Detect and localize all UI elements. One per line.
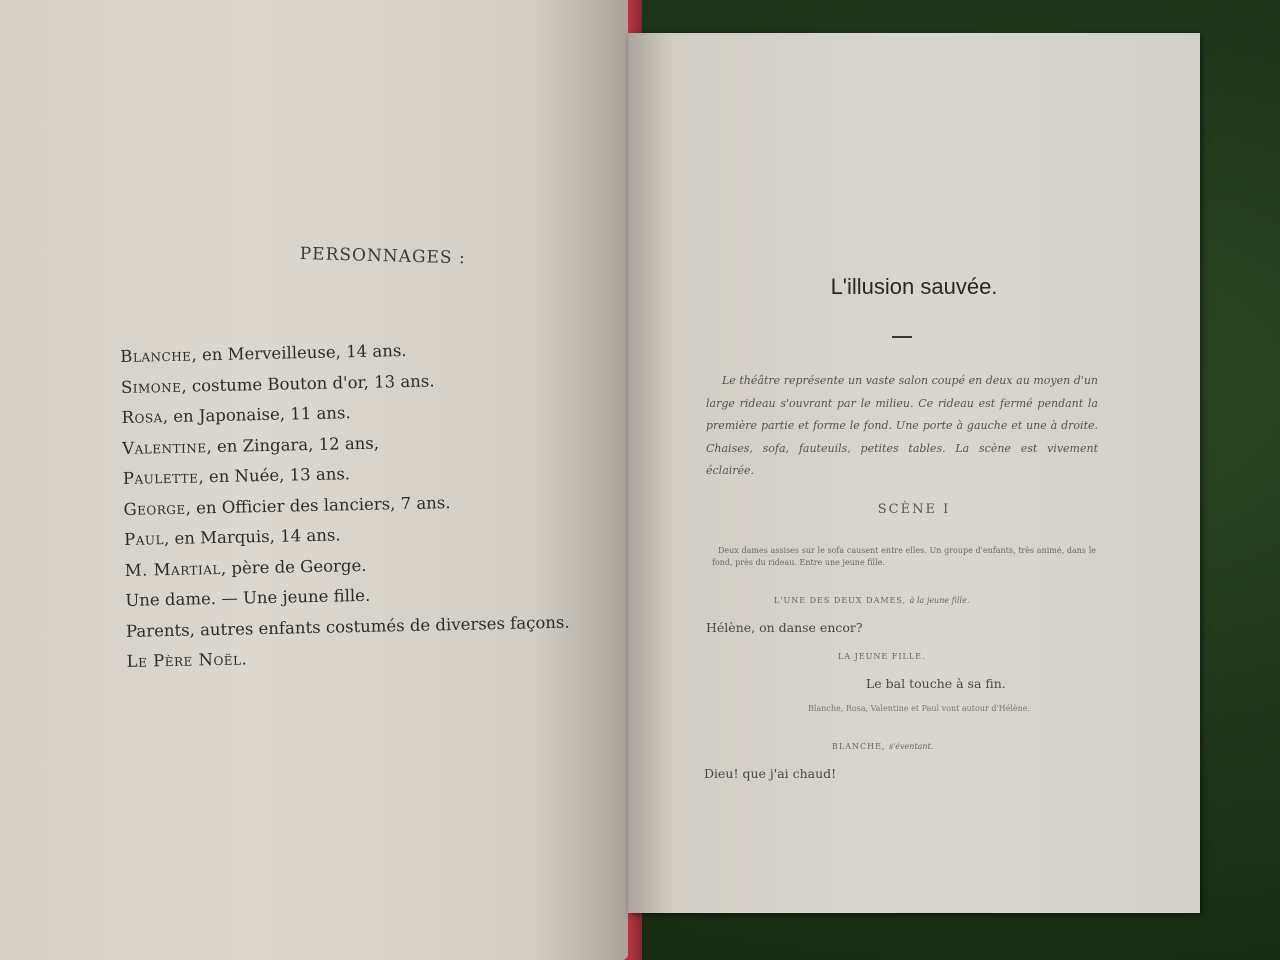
dialogue-line: Hélène, on danse encor? (706, 620, 863, 635)
scene-heading: SCÈNE I (877, 502, 951, 517)
cast-name: Paulette (122, 467, 199, 488)
cast-name: Paul (123, 529, 165, 549)
cast-description: , en Zingara, 12 ans, (206, 433, 380, 456)
dialogue-line: Le bal touche à sa fin. (866, 676, 1006, 691)
cast-description: , père de George. (220, 555, 367, 578)
cast-name: Simone (120, 376, 182, 397)
speaker-one-lady (774, 596, 969, 605)
speaker-name: L'UNE DES DEUX DAMES, (774, 596, 907, 605)
cast-description: . (241, 649, 247, 669)
stage-direction: Le théâtre représente un vaste salon coupé en deux au moyen d'un large rideau s'ouvrant par le milieu. Ce rideau est fermé pendant la première partie et forme le fond. Une porte à gauche et une à droite. Chaises, sofa, fauteuils, petites tables. La scène est vivement éclairée. (706, 374, 1098, 477)
cast-name: George (123, 498, 186, 519)
left-page (0, 0, 628, 960)
cast-description: Une dame. — Une jeune fille. (125, 585, 371, 610)
cast-description: , en Merveilleuse, 14 ans. (191, 341, 407, 365)
cast-description: , costume Bouton d'or, 13 ans. (181, 370, 435, 396)
play-title: L'illusion sauvée. (830, 274, 998, 299)
cast-title: PERSONNAGES : (299, 244, 466, 269)
scene-direction: Deux dames assises sur le sofa causent entre elles. Un groupe d'enfants, très animé, dans le fond, près du rideau. Entre une jeune fille. (712, 546, 1096, 567)
cast-name: Blanche (120, 345, 192, 366)
speaker-note: à la jeune fille. (909, 596, 970, 605)
cast-description: , en Nuée, 13 ans. (198, 464, 351, 487)
cast-list (120, 332, 597, 677)
dialogue-line: Dieu! que j'ai chaud! (704, 766, 837, 781)
cast-description: , en Officier des lanciers, 7 ans. (185, 492, 451, 518)
speaker-young-girl: LA JEUNE FILLE. (838, 652, 926, 661)
cast-name: Le Père Noël (126, 649, 242, 671)
cast-description: , en Marquis, 14 ans. (163, 525, 341, 549)
cast-description: Parents, autres enfants costumés de diverses façons. (125, 612, 570, 641)
stage-direction-small: Blanche, Rosa, Valentine et Paul vont autour d'Hélène. (808, 704, 1031, 713)
speaker-note: s'éventant. (889, 742, 934, 751)
speaker-name: BLANCHE, (832, 742, 886, 751)
cast-name: M. Martial (124, 558, 222, 580)
cast-description: , en Japonaise, 11 ans. (162, 403, 351, 427)
cast-name: Valentine (122, 436, 207, 458)
title-dash (892, 336, 912, 338)
cast-name: Rosa (121, 407, 163, 427)
speaker-blanche (832, 742, 933, 751)
